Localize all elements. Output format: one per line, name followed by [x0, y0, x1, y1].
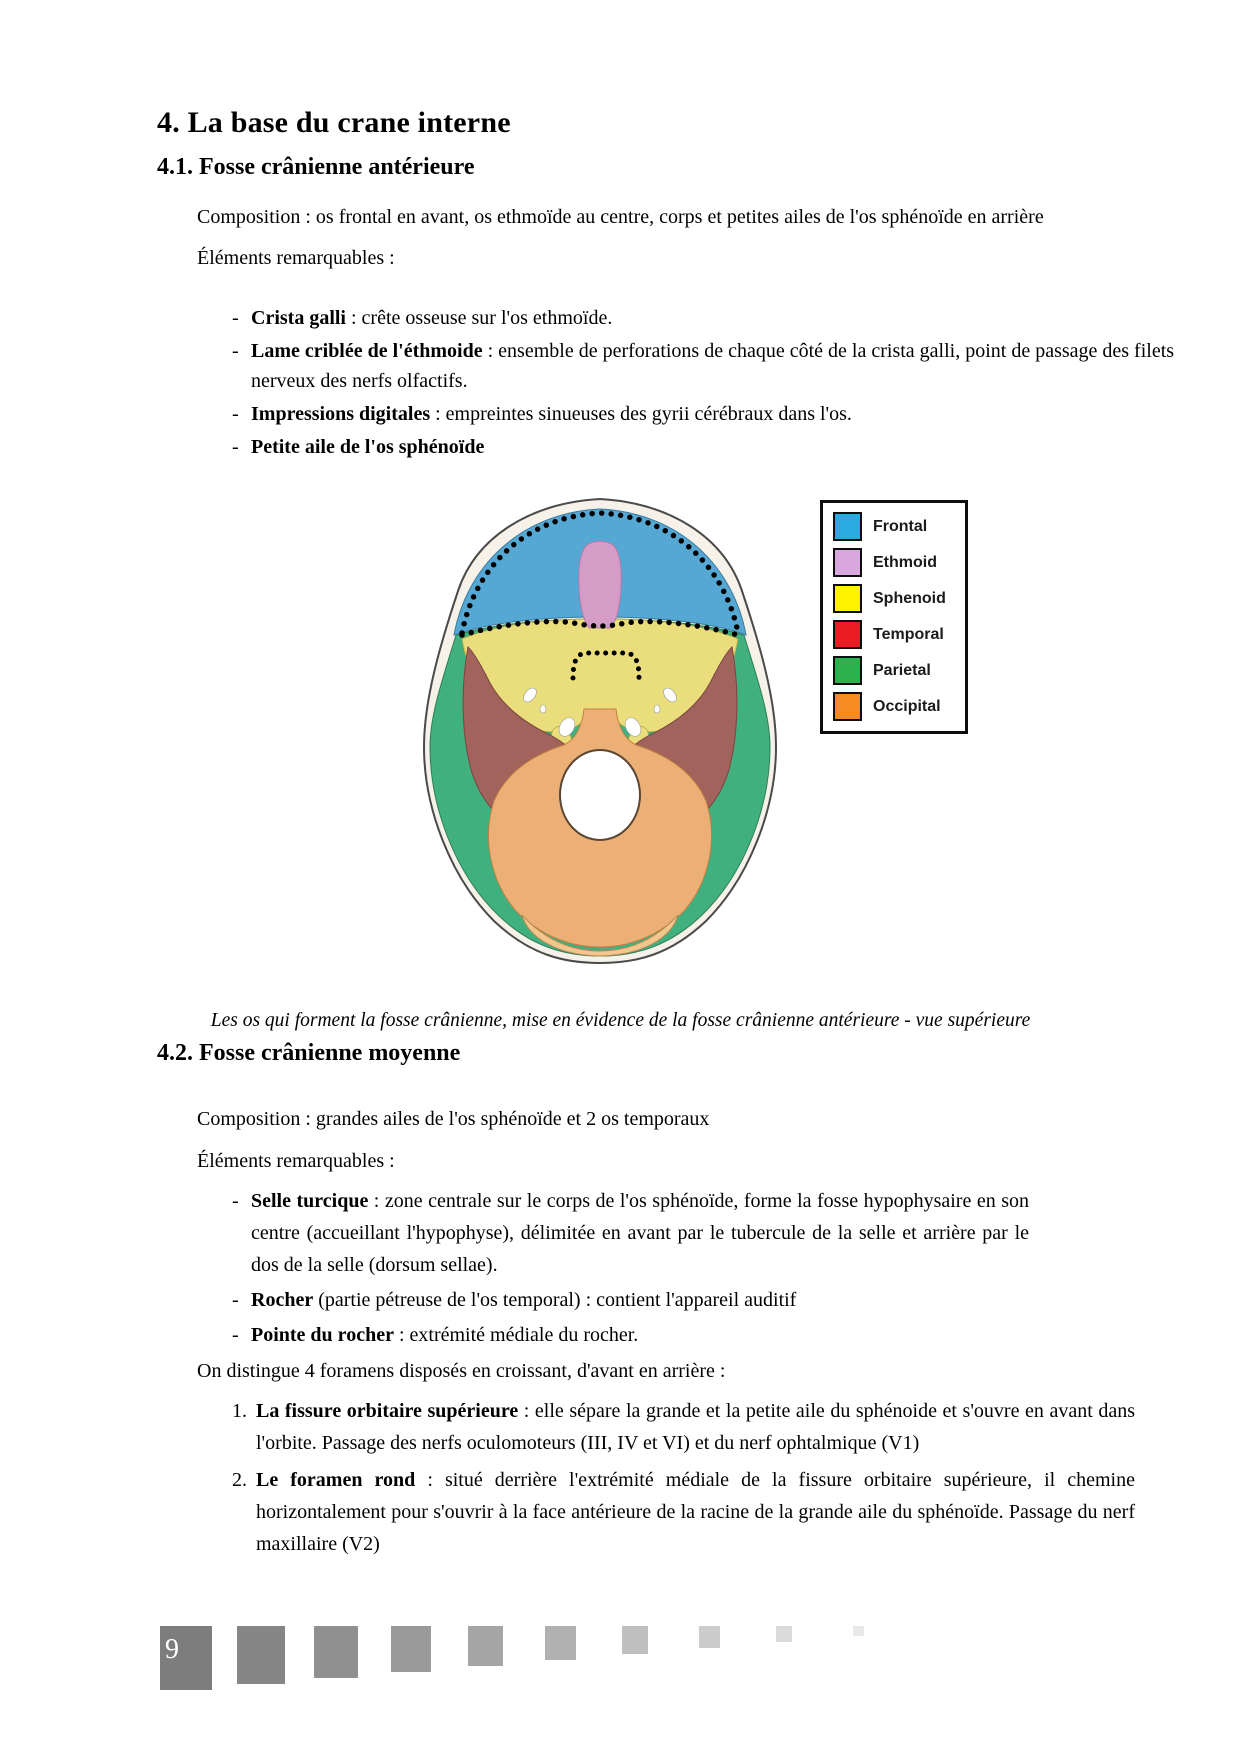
foramen-magnum [560, 750, 640, 840]
legend-color-swatch [833, 548, 862, 577]
legend-row [833, 548, 956, 577]
legend-row [833, 656, 956, 685]
footer-square [622, 1626, 648, 1654]
legend-label: Ethmoid [873, 553, 937, 571]
item-term: La fissure orbitaire supérieure [256, 1400, 519, 1422]
bullet-term: Rocher [251, 1289, 314, 1311]
bullet-description: : crête osseuse sur l'os ethmoïde. [346, 307, 613, 329]
list-item [232, 1319, 1029, 1351]
legend-row [833, 512, 956, 541]
legend-label: Frontal [873, 517, 928, 535]
dash-marker: - [232, 1190, 239, 1212]
footer-square [853, 1626, 864, 1636]
item-number: 1. [232, 1400, 247, 1422]
dash-marker: - [232, 307, 239, 329]
footer-square [314, 1626, 358, 1678]
bullet-term: Petite aile de l'os sphénoïde [251, 436, 485, 458]
legend-label: Occipital [873, 697, 941, 715]
footer-square [391, 1626, 431, 1672]
footer-square [468, 1626, 503, 1666]
composition-paragraph-2: Composition : grandes ailes de l'os sphénoïde et 2 os temporaux [197, 1108, 710, 1130]
numbered-list-foramens [232, 1395, 1135, 1565]
bullet-list-middle-fossa [232, 1185, 1029, 1354]
footer-square [699, 1626, 720, 1648]
section-heading-4-2: 4.2. Fosse crânienne moyenne [157, 1040, 461, 1066]
legend-label: Temporal [873, 625, 944, 643]
item-description: : elle sépare la grande et la petite aile du sphénoide et s'ouvre en avant dans l'orbite. Passage des nerfs oculomoteurs (III, IV et VI) et du nerf ophtalmique (V1) [256, 1400, 1135, 1454]
legend-color-swatch [833, 584, 862, 613]
bullet-list-anterior [232, 303, 1232, 465]
list-item [232, 303, 1232, 333]
numbered-item [232, 1395, 1135, 1459]
figure-caption: Les os qui forment la fosse crânienne, mise en évidence de la fosse crânienne antérieure - vue supérieure [210, 1009, 1031, 1031]
numbered-item [232, 1464, 1135, 1560]
footer-square [545, 1626, 576, 1660]
footer-square [237, 1626, 285, 1684]
foramens-intro-paragraph: On distingue 4 foramens disposés en croissant, d'avant en arrière : [197, 1360, 726, 1382]
bullet-term: Pointe du rocher [251, 1324, 394, 1346]
item-description: : situé derrière l'extrémité médiale de la fissure orbitaire supérieure, il chemine horizontalement pour s'ouvrir à la face antérieure de la racine de la grande aile du sphénoïde. Passage du nerf maxillaire (V2) [256, 1469, 1135, 1555]
list-item [232, 1185, 1029, 1281]
legend-color-swatch [833, 512, 862, 541]
bullet-term: Crista galli [251, 307, 346, 329]
legend-row [833, 692, 956, 721]
legend-row [833, 620, 956, 649]
dash-marker: - [232, 1324, 239, 1346]
elements-label-1: Éléments remarquables : [197, 247, 395, 269]
skull-base-figure [410, 495, 790, 975]
bullet-term: Lame criblée de l'éthmoide [251, 340, 483, 362]
legend-color-swatch [833, 692, 862, 721]
list-item [232, 336, 1232, 396]
dash-marker: - [232, 1289, 239, 1311]
bullet-description: : ensemble de perforations de chaque côté de la crista galli, point de passage des filets nerveux des nerfs olfactifs. [251, 340, 1175, 392]
legend-label: Parietal [873, 661, 931, 679]
legend-label: Sphenoid [873, 589, 946, 607]
bullet-description: (partie pétreuse de l'os temporal) : contient l'appareil auditif [313, 1289, 797, 1311]
legend-color-swatch [833, 620, 862, 649]
bullet-term: Selle turcique [251, 1190, 369, 1212]
list-item [232, 1284, 1029, 1316]
bullet-description: : extrémité médiale du rocher. [393, 1324, 639, 1346]
bullet-description: : zone centrale sur le corps de l'os sphénoïde, forme la fosse hypophysaire en son centre (accueillant l'hypophyse), délimitée en avant par le tubercule de la selle et arrière par le dos de la selle (dorsum sellae). [251, 1190, 1029, 1276]
item-number: 2. [232, 1469, 247, 1491]
ethmoid-bone-region [579, 541, 621, 628]
dash-marker: - [232, 403, 239, 425]
legend-color-swatch [833, 656, 862, 685]
footer-square [776, 1626, 792, 1642]
figure-legend [820, 500, 968, 734]
legend-row [833, 584, 956, 613]
list-item [232, 399, 1232, 429]
page-number: 9 [165, 1634, 179, 1665]
list-item [232, 432, 1232, 462]
item-term: Le foramen rond [256, 1469, 416, 1491]
page-title: 4. La base du crane interne [157, 106, 511, 139]
bullet-term: Impressions digitales [251, 403, 431, 425]
section-heading-4-1: 4.1. Fosse crânienne antérieure [157, 154, 475, 180]
bullet-description: : empreintes sinueuses des gyrii cérébraux dans l'os. [430, 403, 852, 425]
composition-paragraph-1: Composition : os frontal en avant, os ethmoïde au centre, corps et petites ailes de l'os sphénoïde en arrière [197, 206, 1044, 228]
dash-marker: - [232, 340, 239, 362]
dash-marker: - [232, 436, 239, 458]
elements-label-2: Éléments remarquables : [197, 1150, 395, 1172]
